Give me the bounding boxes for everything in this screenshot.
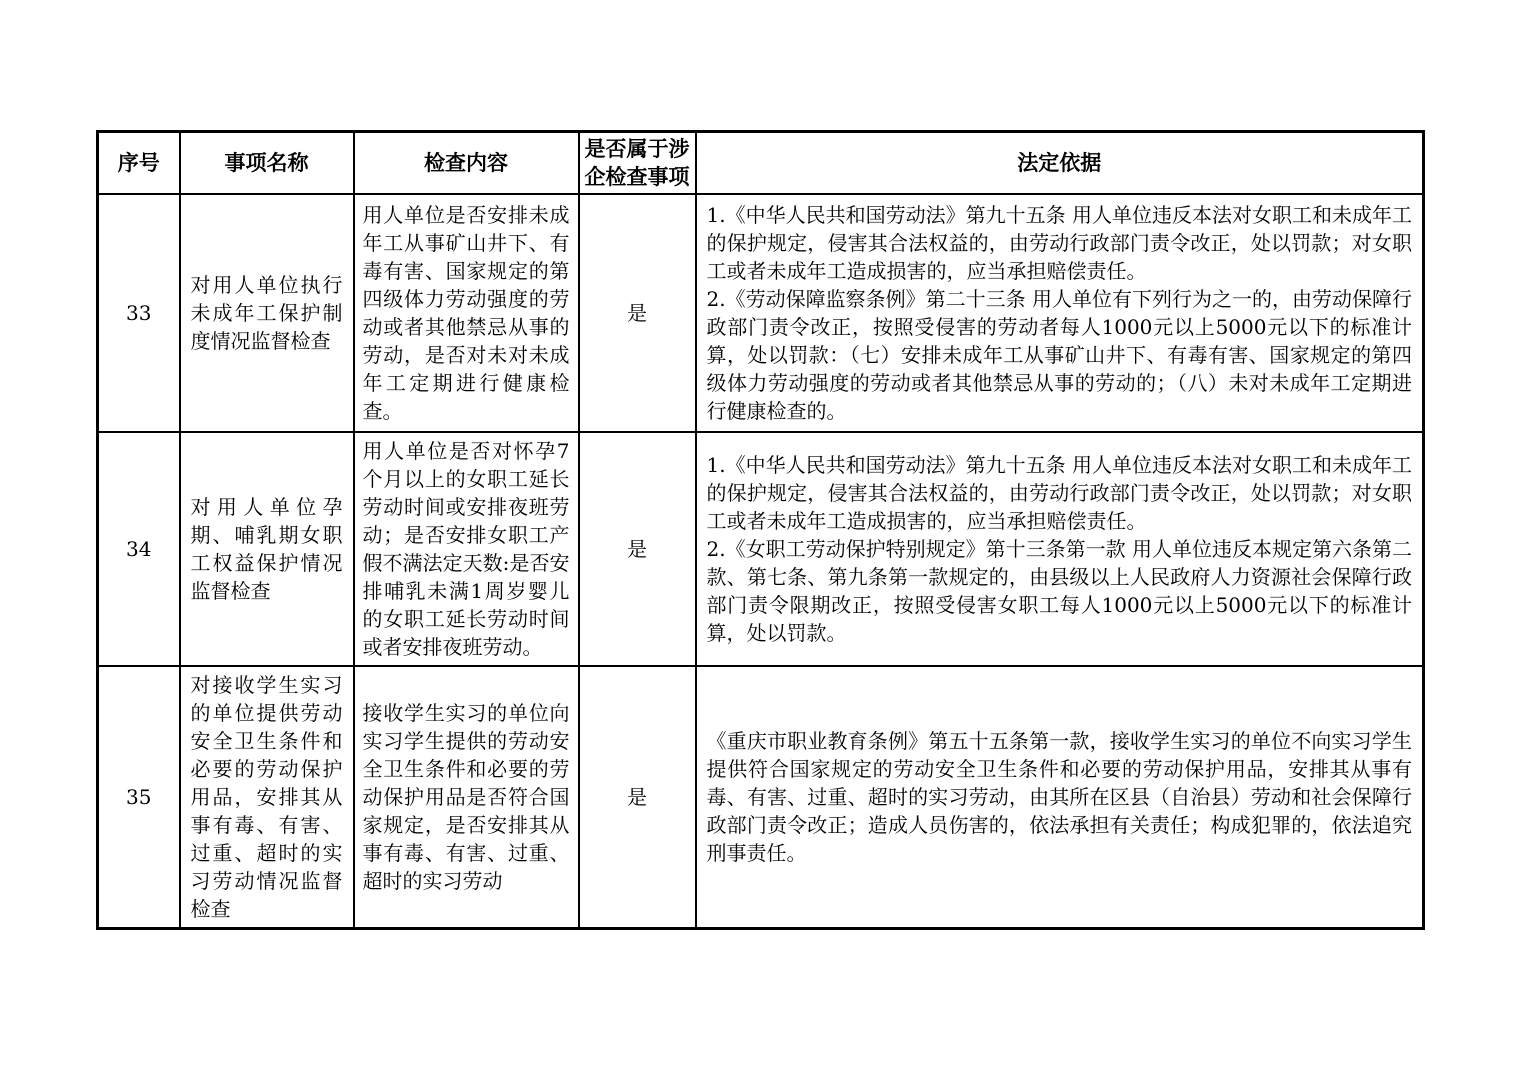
legal-paragraph: 《重庆市职业教育条例》第五十五条第一款，接收学生实习的单位不向实习学生提供符合国家规定的劳动安全卫生条件和必要的劳动保护用品，安排其从事有毒、有害、过重、超时的实习劳动，由其所在区县（自治县）劳动和社会保障行政部门责令改正；造成人员伤害的，依法承担有关责任；构成犯罪的，依法追究刑事责任。 xyxy=(706,729,1412,865)
cell-enterprise-flag: 是 xyxy=(579,432,696,666)
cell-enterprise-flag: 是 xyxy=(579,194,696,432)
table-row xyxy=(98,432,1424,666)
cell-legal-basis xyxy=(696,432,1424,666)
inspection-items-table xyxy=(96,130,1425,930)
table-header-row xyxy=(98,132,1424,195)
cell-seq: 33 xyxy=(98,194,180,432)
cell-item-name: 对接收学生实习的单位提供劳动安全卫生条件和必要的劳动保护用品，安排其从事有毒、有害、过重、超时的实习劳动情况监督检查 xyxy=(180,666,354,929)
cell-item-name: 对用人单位孕期、哺乳期女职工权益保护情况监督检查 xyxy=(180,432,354,666)
cell-legal-basis xyxy=(696,666,1424,929)
legal-paragraph: 1.《中华人民共和国劳动法》第九十五条 用人单位违反本法对女职工和未成年工的保护规定，侵害其合法权益的，由劳动行政部门责令改正，处以罚款；对女职工或者未成年工造成损害的，应当承担赔偿责任。 xyxy=(706,203,1412,283)
legal-paragraph: 2.《女职工劳动保护特别规定》第十三条第一款 用人单位违反本规定第六条第二款、第七条、第九条第一款规定的，由县级以上人民政府人力资源社会保障行政部门责令限期改正，按照受侵害女职工每人1000元以上5000元以下的标准计算，处以罚款。 xyxy=(706,537,1412,645)
cell-inspection-content: 用人单位是否对怀孕7个月以上的女职工延长劳动时间或安排夜班劳动；是否安排女职工产假不满法定天数:是否安排哺乳未满1周岁婴儿的女职工延长劳动时间或者安排夜班劳动。 xyxy=(354,432,579,666)
cell-inspection-content: 接收学生实习的单位向实习学生提供的劳动安全卫生条件和必要的劳动保护用品是否符合国家规定，是否安排其从事有毒、有害、过重、超时的实习劳动 xyxy=(354,666,579,929)
cell-legal-basis xyxy=(696,194,1424,432)
cell-item-name: 对用人单位执行未成年工保护制度情况监督检查 xyxy=(180,194,354,432)
cell-seq: 35 xyxy=(98,666,180,929)
header-item-name: 事项名称 xyxy=(180,132,354,195)
cell-inspection-content: 用人单位是否安排未成年工从事矿山井下、有毒有害、国家规定的第四级体力劳动强度的劳动或者其他禁忌从事的劳动，是否对未对未成年工定期进行健康检查。 xyxy=(354,194,579,432)
header-inspection-content: 检查内容 xyxy=(354,132,579,195)
cell-seq: 34 xyxy=(98,432,180,666)
legal-paragraph: 1.《中华人民共和国劳动法》第九十五条 用人单位违反本法对女职工和未成年工的保护规定，侵害其合法权益的，由劳动行政部门责令改正，处以罚款；对女职工或者未成年工造成损害的，应当承担赔偿责任。 xyxy=(706,453,1412,533)
cell-enterprise-flag: 是 xyxy=(579,666,696,929)
header-legal-basis: 法定依据 xyxy=(696,132,1424,195)
header-seq: 序号 xyxy=(98,132,180,195)
table-row xyxy=(98,194,1424,432)
legal-paragraph: 2.《劳动保障监察条例》第二十三条 用人单位有下列行为之一的，由劳动保障行政部门责令改正，按照受侵害的劳动者每人1000元以上5000元以下的标准计算，处以罚款：（七）安排未成年工从事矿山井下、有毒有害、国家规定的第四级体力劳动强度的劳动或者其他禁忌从事的劳动的；（八）未对未成年工定期进行健康检查的。 xyxy=(706,287,1412,423)
header-enterprise-flag: 是否属于涉企检查事项 xyxy=(579,132,696,195)
table-row xyxy=(98,666,1424,929)
